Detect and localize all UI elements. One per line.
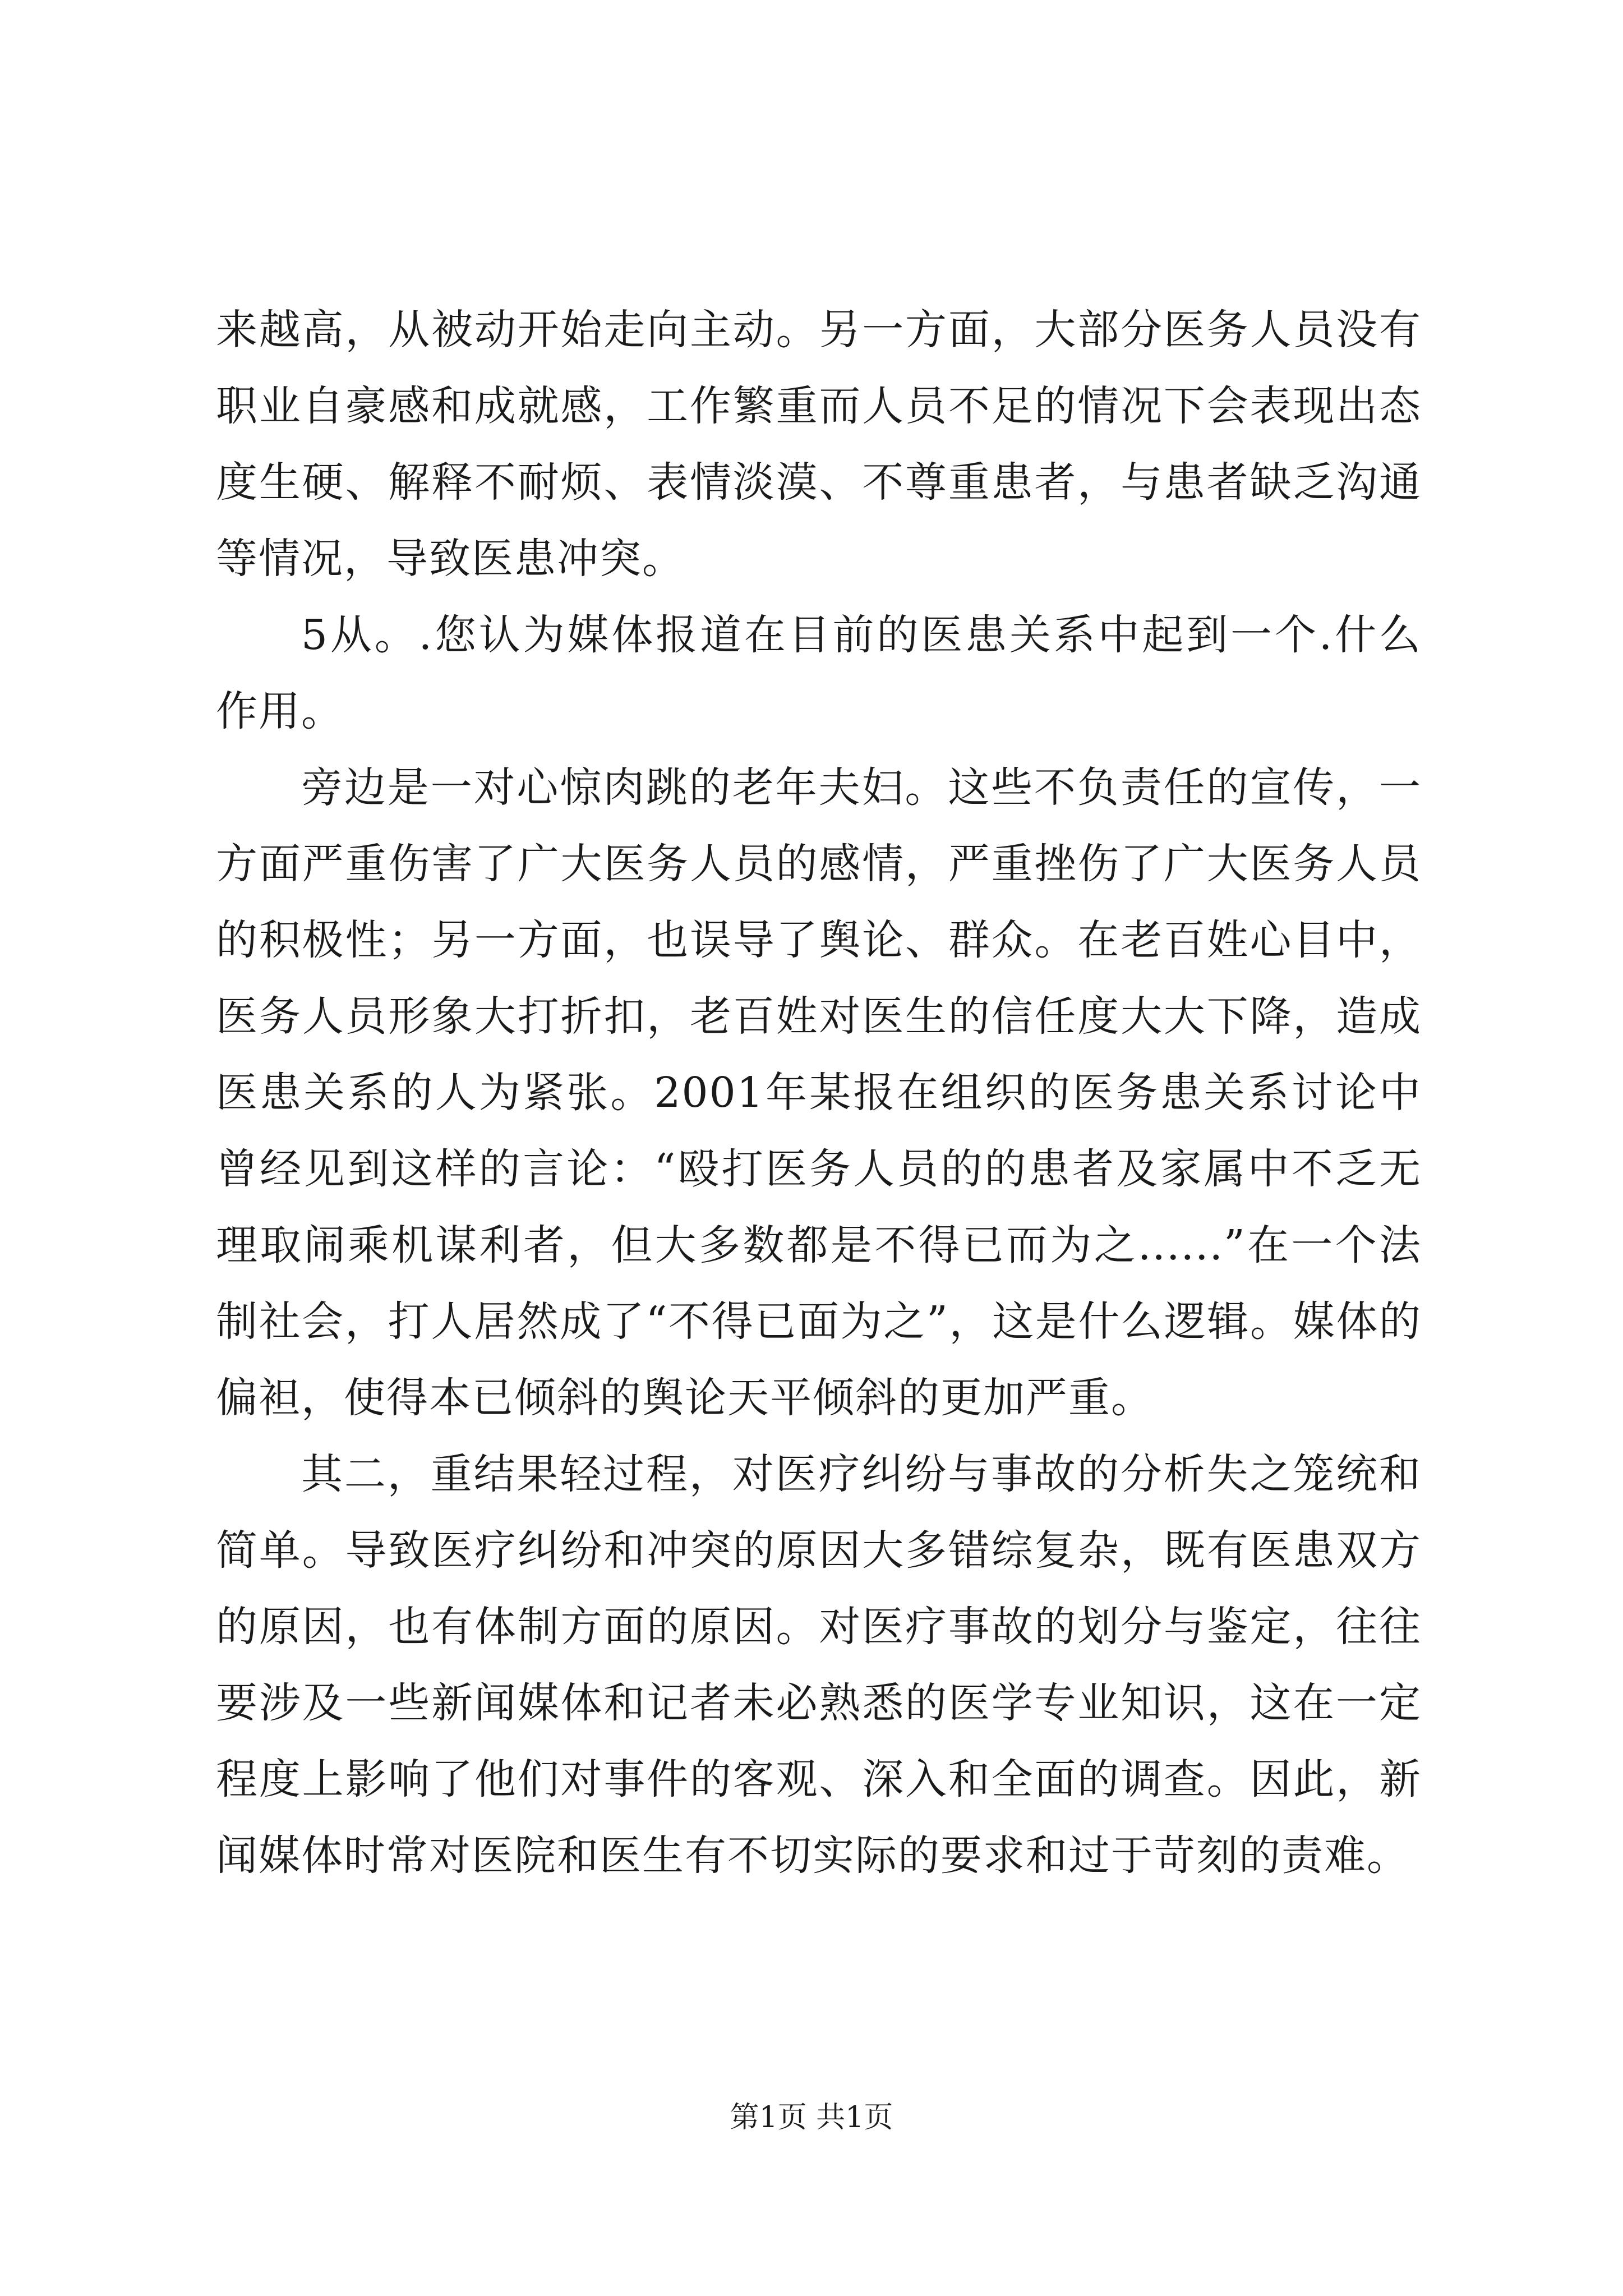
paragraph-second-point: 其二，重结果轻过程，对医疗纠纷与事故的分析失之笼统和简单。导致医疗纠纷和冲突的原因大多错综复杂，既有医患双方的原因，也有体制方面的原因。对医疗事故的划分与鉴定，往往要涉及一些新闻媒体和记者未必熟悉的医学专业知识，这在一定程度上影响了他们对事件的客观、深入和全面的调查。因此，新闻媒体时常对医院和医生有不切实际的要求和过于苛刻的责难。 — [216, 1450, 1422, 1880]
paragraph-question: 5从。.您认为媒体报道在目前的医患关系中起到一个.什么作用。 — [216, 611, 1422, 735]
document-body — [216, 292, 1422, 1894]
paragraph-continuation: 来越高，从被动开始走向主动。另一方面，大部分医务人员没有职业自豪感和成就感，工作繁重而人员不足的情况下会表现出态度生硬、解释不耐烦、表情淡漠、不尊重患者，与患者缺乏沟通等情况，导致医患冲突。 — [216, 306, 1422, 583]
page-footer: 第1页 共1页 — [730, 2101, 893, 2134]
paragraph-media-impact: 旁边是一对心惊肉跳的老年夫妇。这些不负责任的宣传，一方面严重伤害了广大医务人员的感情，严重挫伤了广大医务人员的积极性；另一方面，也误导了舆论、群众。在老百姓心目中，医务人员形象大打折扣，老百姓对医生的信任度大大下降，造成医患关系的人为紧张。2001年某报在组织的医务患关系讨论中曾经见到这样的言论：“殴打医务人员的的患者及家属中不乏无理取闹乘机谋利者，但大多数都是不得已而为之......”在一个法制社会，打人居然成了“不得已面为之”，这是什么逻辑。媒体的偏袒，使得本已倾斜的舆论天平倾斜的更加严重。 — [216, 763, 1422, 1422]
